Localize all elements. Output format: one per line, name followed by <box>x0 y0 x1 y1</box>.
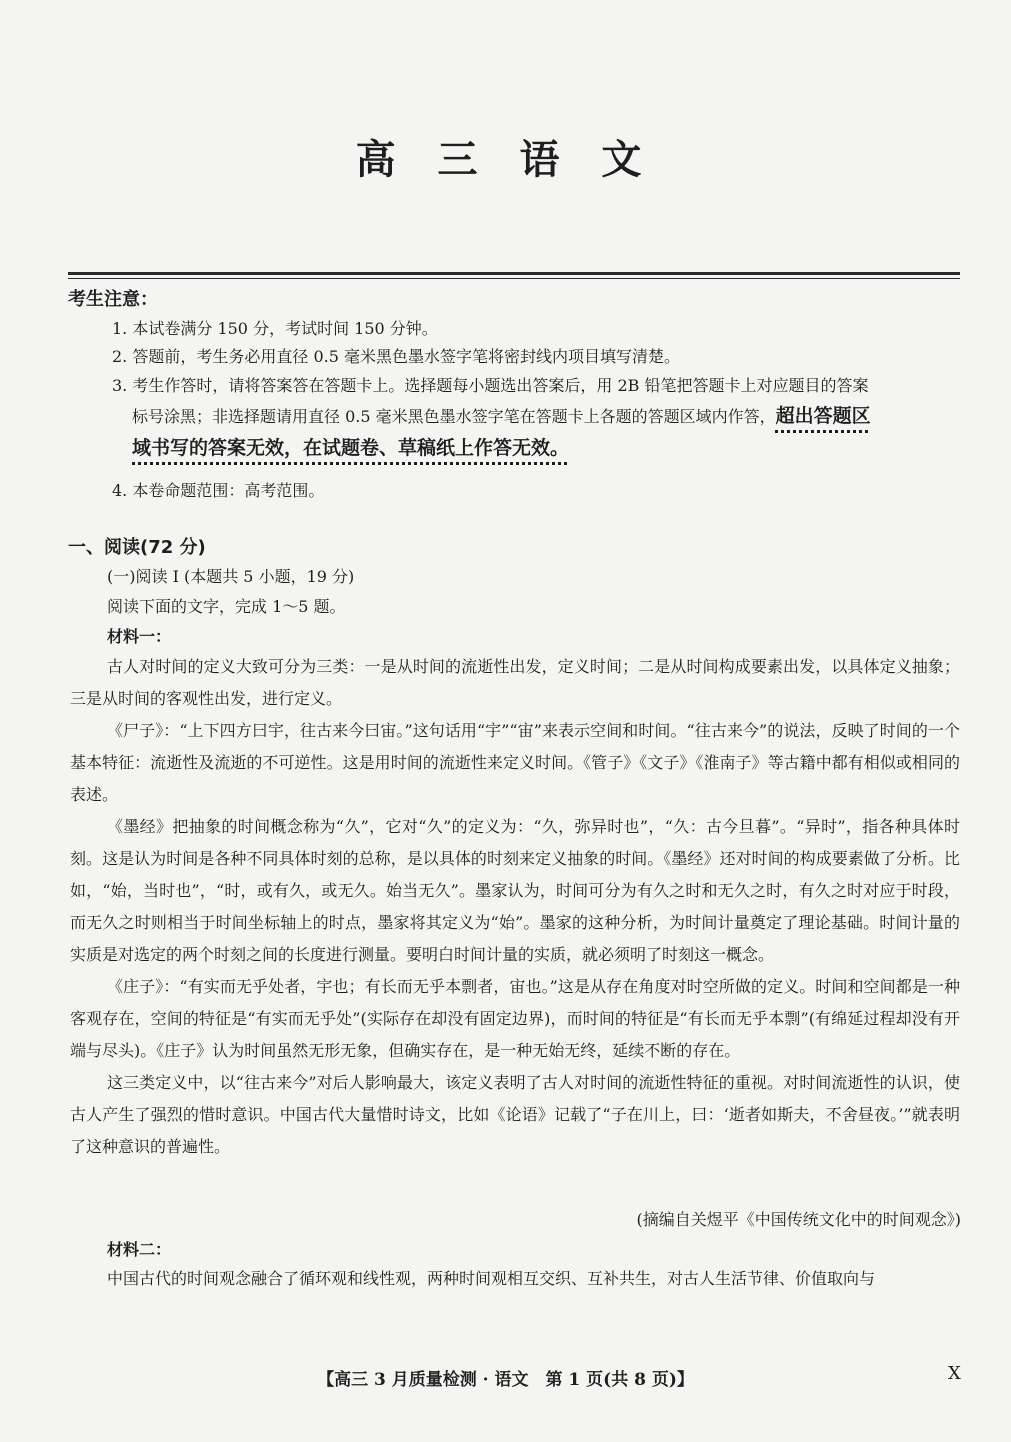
notice-item-3-cont <box>132 405 871 428</box>
notice-item-3: 3. 考生作答时，请将答案答在答题卡上。选择题每小题选出答案后，用 2B 铅笔把答题卡上对应题目的答案 <box>112 376 869 395</box>
notice-item-4: 4. 本卷命题范围：高考范围。 <box>112 481 325 500</box>
sub-heading: (一)阅读 I (本题共 5 小题，19 分) <box>107 567 355 586</box>
material1-label: 材料一： <box>107 627 172 646</box>
notice-item-2: 2. 答题前，考生务必用直径 0.5 毫米黑色墨水签字笔将密封线内项目填写清楚。 <box>112 347 680 366</box>
material1-paragraph: 这三类定义中，以“往古来今”对后人影响最大，该定义表明了古人对时间的流逝性特征的重视。对时间流逝性的认识，使古人产生了强烈的惜时意识。中国古代大量惜时诗文，比如《论语》记载了“子在川上，曰：‘逝者如斯夫，不舍昼夜。’”就表明了这种意识的普遍性。 <box>70 1073 960 1156</box>
section-heading: 一、阅读(72 分) <box>68 537 206 558</box>
material1-paragraph: 《庄子》：“有实而无乎处者，宇也；有长而无乎本剽者，宙也。”这是从存在角度对时空所做的定义。时间和空间都是一种客观存在，空间的特征是“有实而无乎处”(实际存在却没有固定边界)，而时间的特征是“有长而无乎本剽”(有绵延过程却没有开端与尽头)。《庄子》认为时间虽然无形无象，但确实存在，是一种无始无终，延续不断的存在。 <box>70 977 960 1060</box>
material1-source: (摘编自关煜平《中国传统文化中的时间观念》) <box>636 1210 961 1229</box>
notice-bold-warning-2: 域书写的答案无效，在试题卷、草稿纸上作答无效。 <box>132 437 570 459</box>
material2-first-line: 中国古代的时间观念融合了循环观和线性观，两种时间观相互交织、互补共生，对古人生活节律、价值取向与 <box>107 1269 876 1288</box>
page-title: 高 三 语 文 <box>355 137 656 183</box>
instruction: 阅读下面的文字，完成 1～5 题。 <box>107 597 346 616</box>
divider-thick <box>68 272 960 275</box>
footer-mark: X <box>948 1363 961 1384</box>
material2-label: 材料二： <box>107 1240 172 1259</box>
material1-paragraph: 古人对时间的定义大致可分为三类：一是从时间的流逝性出发，定义时间；二是从时间构成要素出发，以具体定义抽象；三是从时间的客观性出发，进行定义。 <box>70 657 960 708</box>
notice-item-3-text: 标号涂黑；非选择题请用直径 0.5 毫米黑色墨水签字笔在答题卡上各题的答题区域内作答， <box>132 407 776 426</box>
notice-bold-warning-1: 超出答题区 <box>775 405 871 427</box>
notice-item-1: 1. 本试卷满分 150 分，考试时间 150 分钟。 <box>112 319 438 338</box>
divider-thin <box>68 278 960 279</box>
material1-paragraph: 《墨经》把抽象的时间概念称为“久”，它对“久”的定义为：“久，弥异时也”，“久：古今旦暮”。“异时”，指各种具体时刻。这是认为时间是各种不同具体时刻的总称，是以具体的时刻来定义抽象的时间。《墨经》还对时间的构成要素做了分析。比如，“始，当时也”，“时，或有久，或无久。始当无久”。墨家认为，时间可分为有久之时和无久之时，有久之时对应于时段，而无久之时则相当于时间坐标轴上的时点，墨家将其定义为“始”。墨家的这种分析，为时间计量奠定了理论基础。时间计量的实质是对选定的两个时刻之间的长度进行测量。要明白时间计量的实质，就必须明了时刻这一概念。 <box>70 817 960 964</box>
notice-heading: 考生注意： <box>68 289 158 310</box>
material1-paragraph: 《尸子》：“上下四方曰宇，往古来今曰宙。”这句话用“宇”“宙”来表示空间和时间。“往古来今”的说法，反映了时间的一个基本特征：流逝性及流逝的不可逆性。这是用时间的流逝性来定义时间。《管子》《文子》《淮南子》等古籍中都有相似或相同的表述。 <box>70 721 960 804</box>
page-footer: 【高三 3 月质量检测 · 语文 第 1 页(共 8 页)】 <box>317 1370 694 1390</box>
material1-body <box>70 651 960 1163</box>
